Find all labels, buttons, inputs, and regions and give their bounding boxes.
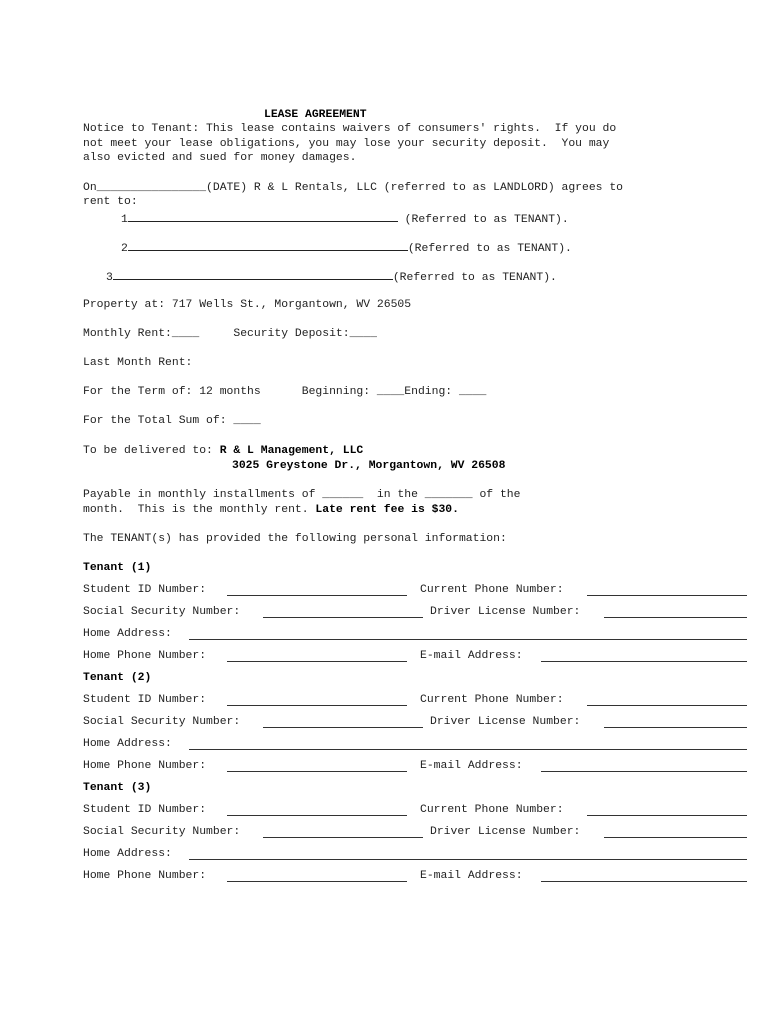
driver-license-label: Driver License Number: — [430, 716, 581, 728]
ssn-field[interactable] — [263, 617, 423, 618]
date-blank[interactable]: ________________ — [96, 182, 207, 194]
email-field[interactable] — [541, 771, 747, 772]
delivered-address: 3025 Greystone Dr., Morgantown, WV 26508 — [232, 460, 506, 472]
student-id-label: Student ID Number: — [83, 584, 207, 596]
notice-line-3: also evicted and sued for money damages. — [83, 152, 357, 164]
current-phone-label: Current Phone Number: — [420, 584, 564, 596]
payable-line-2 — [83, 503, 459, 518]
home-address-label: Home Address: — [83, 738, 172, 750]
student-id-label: Student ID Number: — [83, 804, 207, 816]
total-sum-line: For the Total Sum of: ____ — [83, 415, 261, 427]
driver-license-label: Driver License Number: — [430, 826, 581, 838]
tenant-heading-3: Tenant (3) — [83, 782, 152, 794]
driver-license-label: Driver License Number: — [430, 606, 581, 618]
driver-license-field[interactable] — [604, 837, 747, 838]
tenant-heading-2: Tenant (2) — [83, 672, 152, 684]
home-address-field[interactable] — [189, 749, 747, 750]
tenant-role: (Referred to as TENANT). — [392, 272, 557, 284]
student-id-field[interactable] — [227, 595, 407, 596]
delivered-label: To be delivered to: — [83, 445, 220, 457]
home-address-label: Home Address: — [83, 848, 172, 860]
term-line: For the Term of: 12 months Beginning: ____Ending: ____ — [83, 386, 487, 398]
ssn-label: Social Security Number: — [83, 716, 241, 728]
home-phone-label: Home Phone Number: — [83, 760, 207, 772]
home-phone-field[interactable] — [227, 881, 407, 882]
student-id-field[interactable] — [227, 705, 407, 706]
agreement-date-line — [83, 181, 623, 196]
tenant-name-line-3 — [106, 268, 557, 286]
tenant-name-line-1 — [121, 210, 569, 228]
student-id-label: Student ID Number: — [83, 694, 207, 706]
last-month-rent-line: Last Month Rent: — [83, 357, 193, 369]
ssn-field[interactable] — [263, 837, 423, 838]
tenant-heading-1: Tenant (1) — [83, 562, 152, 574]
on-prefix: On — [83, 182, 97, 194]
home-address-field[interactable] — [189, 859, 747, 860]
notice-line-2: not meet your lease obligations, you may lose your security deposit. You may — [83, 138, 610, 150]
current-phone-field[interactable] — [587, 815, 747, 816]
current-phone-field[interactable] — [587, 705, 747, 706]
payable-line-1: Payable in monthly installments of ______ in the _______ of the — [83, 489, 521, 501]
delivered-company: R & L Management, LLC — [219, 445, 364, 457]
tenant-number: 2 — [121, 243, 128, 255]
home-phone-field[interactable] — [227, 661, 407, 662]
late-fee-text: Late rent fee is $30. — [315, 504, 459, 516]
property-address: Property at: 717 Wells St., Morgantown, WV 26505 — [83, 299, 412, 311]
home-phone-label: Home Phone Number: — [83, 650, 207, 662]
rent-to-label: rent to: — [83, 196, 138, 208]
driver-license-field[interactable] — [604, 617, 747, 618]
email-label: E-mail Address: — [420, 760, 523, 772]
current-phone-label: Current Phone Number: — [420, 804, 564, 816]
tenant-name-blank[interactable] — [128, 210, 398, 222]
notice-line-1: Notice to Tenant: This lease contains waivers of consumers' rights. If you do — [83, 123, 617, 135]
email-field[interactable] — [541, 661, 747, 662]
home-phone-label: Home Phone Number: — [83, 870, 207, 882]
home-phone-field[interactable] — [227, 771, 407, 772]
agreement-intro: (DATE) R & L Rentals, LLC (referred to as LANDLORD) agrees to — [206, 182, 624, 194]
document-title: LEASE AGREEMENT — [264, 109, 367, 121]
ssn-field[interactable] — [263, 727, 423, 728]
email-label: E-mail Address: — [420, 870, 523, 882]
current-phone-label: Current Phone Number: — [420, 694, 564, 706]
tenant-name-blank[interactable] — [128, 239, 408, 251]
email-field[interactable] — [541, 881, 747, 882]
student-id-field[interactable] — [227, 815, 407, 816]
home-address-label: Home Address: — [83, 628, 172, 640]
driver-license-field[interactable] — [604, 727, 747, 728]
delivered-to-line — [83, 444, 363, 459]
tenant-role: (Referred to as TENANT). — [397, 214, 569, 226]
tenant-name-line-2 — [121, 239, 572, 257]
personal-info-intro: The TENANT(s) has provided the following personal information: — [83, 533, 507, 545]
ssn-label: Social Security Number: — [83, 826, 241, 838]
monthly-rent-line: Monthly Rent:____ Security Deposit:____ — [83, 328, 377, 340]
tenant-number: 3 — [106, 272, 113, 284]
current-phone-field[interactable] — [587, 595, 747, 596]
monthly-rent-text: month. This is the monthly rent. — [83, 504, 316, 516]
tenant-role: (Referred to as TENANT). — [407, 243, 572, 255]
email-label: E-mail Address: — [420, 650, 523, 662]
home-address-field[interactable] — [189, 639, 747, 640]
tenant-number: 1 — [121, 214, 128, 226]
ssn-label: Social Security Number: — [83, 606, 241, 618]
tenant-name-blank[interactable] — [113, 268, 393, 280]
